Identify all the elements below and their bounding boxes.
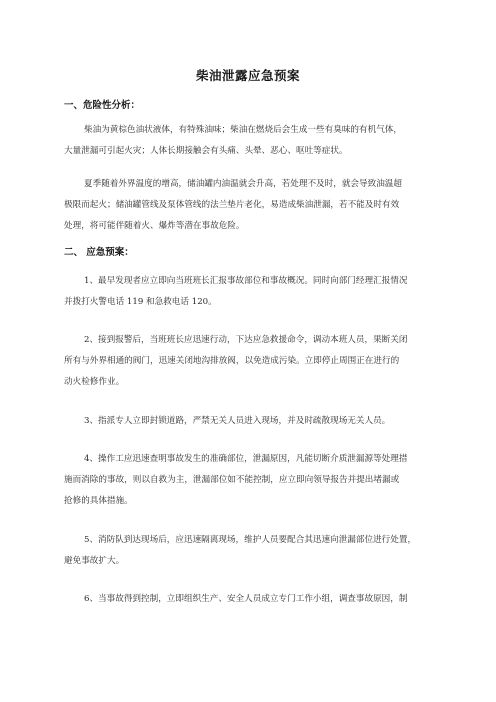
paragraph-line: 2、接到报警后，当班班长应迅速行动，下达应急救援命令，调动本班人员，果断关闭 [84, 335, 408, 345]
paragraph-line: 所有与外界相通的阀门，迅速关闭地沟排放阀，以免造成污染。立即停止周围正在进行的 [64, 356, 400, 366]
plan-item-2 [64, 330, 438, 393]
plan-item-3 [64, 411, 438, 432]
paragraph-line: 并拨打火警电话 119 和急救电话 120。 [64, 297, 217, 307]
paragraph-line: 极限而起火；储油罐管线及泵体管线的法兰垫片老化，易造成柴油泄漏，若不能及时有效 [64, 200, 400, 210]
paragraph-line: 6、当事故得到控制，立即组织生产、安全人员成立专门工作小组，调查事故原因，制 [84, 594, 408, 604]
plan-item-4 [64, 449, 438, 512]
paragraph-line: 大量泄漏可引起火灾；人体长期接触会有头痛、头晕、恶心、呕吐等症状。 [64, 146, 348, 156]
paragraph-line: 夏季随着外界温度的增高，储油罐内油温就会升高，若处理不及时，就会导致油温超 [84, 179, 402, 189]
plan-item-6 [64, 589, 438, 610]
document-title: 柴油泄露应急预案 [195, 68, 300, 83]
section-heading-emergency-plan: 二、 应急预案： [64, 247, 134, 258]
paragraph-line: 柴油为黄棕色油状液体，有特殊油味；柴油在燃烧后会生成一些有臭味的有机气体， [84, 125, 402, 135]
paragraph-line: 5、消防队到达现场后，应迅速隔离现场，维护人员要配合其迅速向泄漏部位进行处置， [84, 535, 417, 545]
plan-item-5 [64, 530, 438, 572]
paragraph-line: 4、操作工应迅速查明事故发生的准确部位，泄漏原因，凡能切断介质泄漏源等处理措 [84, 454, 408, 464]
section-heading-hazard-analysis: 一、危险性分析： [64, 100, 141, 111]
plan-item-1 [64, 271, 438, 313]
paragraph-hazard-2 [64, 174, 438, 237]
paragraph-line: 1、最早发现者应立即向当班班长汇报事故部位和事故概况。同时向部门经理汇报情况 [84, 276, 408, 286]
paragraph-line: 处理，将可能伴随着火、爆炸等潜在事故危险。 [64, 221, 245, 231]
paragraph-line: 抢修的具体措施。 [64, 496, 133, 506]
paragraph-line: 3、指派专人立即封锁道路，严禁无关人员进入现场，并及时疏散现场无关人员。 [84, 416, 391, 426]
paragraph-line: 施而消除的事故，则以自救为主，泄漏部位如不能控制，应立即向领导报告并提出堵漏或 [64, 475, 400, 485]
paragraph-line: 动火检修作业。 [64, 377, 125, 387]
paragraph-hazard-1 [64, 120, 438, 162]
paragraph-line: 避免事故扩大。 [64, 556, 125, 566]
